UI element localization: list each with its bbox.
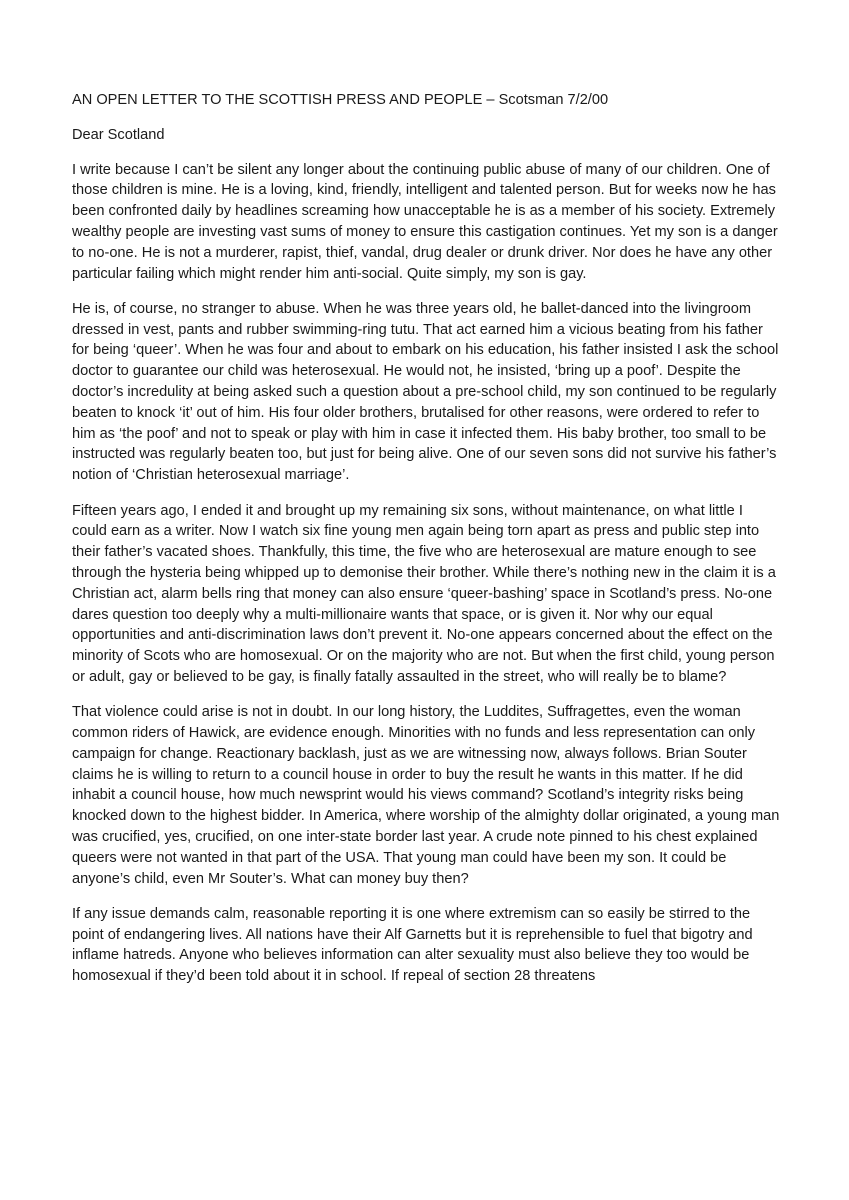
letter-paragraph: That violence could arise is not in doubt. In our long history, the Luddites, Suffragettes, even the woman common riders of Hawick, are evidence enough. Minorities with no funds and less representation can only campaign for change. Reactionary backlash, just as we are witnessing now, always follows. Brian Souter claims he is willing to return to a council house in order to buy the result he wants in this matter. If he did inhabit a council house, how much newsprint would his views command? Scotland’s integrity risks being knocked down to the highest bidder. In America, where worship of the almighty dollar originated, a young man was crucified, yes, crucified, on one inter-state border last year. A crude note pinned to his chest explained queers were not wanted in that part of the USA. That young man could have been my son. It could be anyone’s child, even Mr Souter’s. What can money buy then? <box>72 704 780 887</box>
letter-paragraph: I write because I can’t be silent any longer about the continuing public abuse of many of our children. One of those children is mine. He is a loving, kind, friendly, intelligent and talented person. But for weeks now he has been confronted daily by headlines screaming how unacceptable he is as a member of his society. Extremely wealthy people are investing vast sums of money to ensure this castigation continues. Yet my son is a danger to no-one. He is not a murderer, rapist, thief, vandal, drug dealer or drunk driver. Nor does he have any other particular failing which might render him anti-social. Quite simply, my son is gay. <box>72 161 778 282</box>
letter-heading: AN OPEN LETTER TO THE SCOTTISH PRESS AND PEOPLE – Scotsman 7/2/00 <box>72 92 609 108</box>
letter-salutation: Dear Scotland <box>72 126 165 143</box>
letter-paragraph: He is, of course, no stranger to abuse. When he was three years old, he ballet-danced into the livingroom dressed in vest, pants and rubber swimming-ring tutu. That act earned him a vicious beating from his father for being ‘queer’. When he was four and about to embark on his education, his father insisted I ask the school doctor to guarantee our child was heterosexual. He would not, he insisted, ‘bring up a poof’. Despite the doctor’s incredulity at being asked such a question about a pre-school child, my son continued to be regularly beaten to knock ‘it’ out of him. His four older brothers, brutalised for other reasons, were ordered to refer to him as ‘the poof’ and not to speak or play with him in case it infected them. His baby brother, too small to be instructed was regularly beaten too, but just for being alive. One of our seven sons did not survive his father’s notion of ‘Christian heterosexual marriage’. <box>72 300 779 484</box>
letter-paragraph: If any issue demands calm, reasonable reporting it is one where extremism can so easily be stirred to the point of endangering lives. All nations have their Alf Garnetts but it is reprehensible to fuel that bigotry and inflame hatreds. Anyone who believes information can alter sexuality must also believe they too would be homosexual if they’d been told about it in school. If repeal of section 28 threatens <box>72 905 753 985</box>
letter-paragraph: Fifteen years ago, I ended it and brought up my remaining six sons, without maintenance, on what little I could earn as a writer. Now I watch six fine young men again being torn apart as press and public step into their father’s vacated shoes. Thankfully, this time, the five who are heterosexual are mature enough to see through the hysteria being whipped up to demonise their brother. While there’s nothing new in the claim it is a Christian act, alarm bells ring that money can also ensure ‘queer-bashing’ space in Scotland’s press. No-one dares question too deeply why a multi-millionaire wants that space, or is given it. Nor why our equal opportunities and anti-discrimination laws don’t prevent it. No-one appears concerned about the effect on the minority of Scots who are homosexual. Or on the majority who are not. But when the first child, young person or adult, gay or believed to be gay, is finally fatally assaulted in the street, who will really be to blame? <box>72 502 776 685</box>
letter-page <box>72 90 780 1002</box>
